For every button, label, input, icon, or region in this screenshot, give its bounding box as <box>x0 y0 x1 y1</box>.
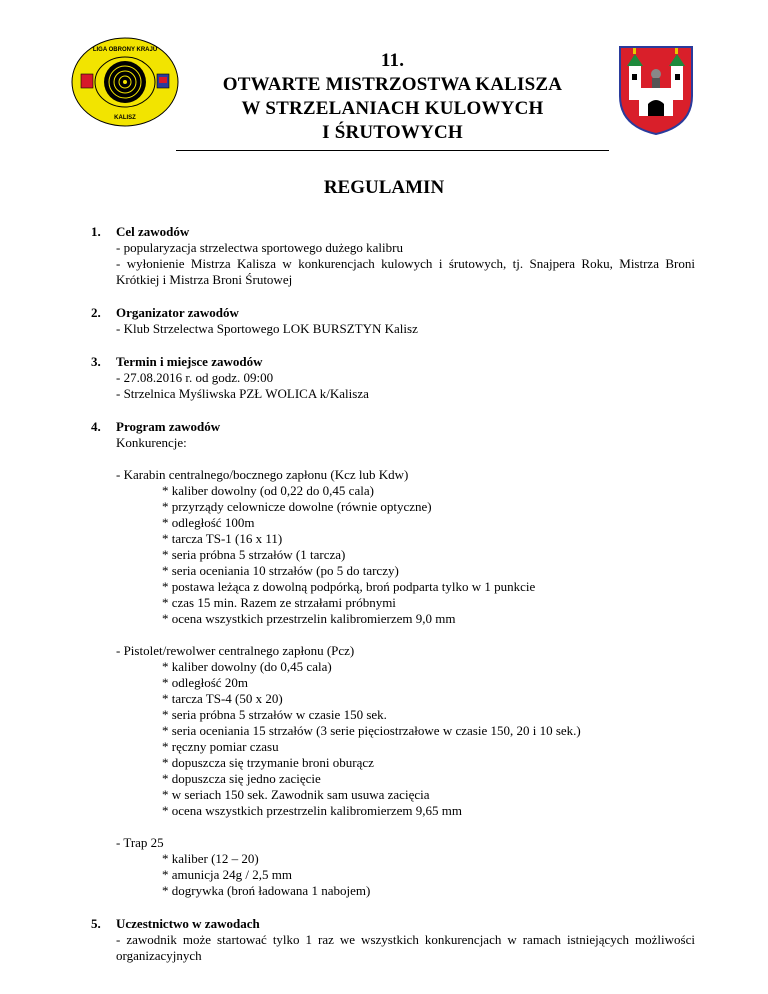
section-number: 3. <box>91 354 101 369</box>
competition-rule: * przyrządy celownicze dowolne (równie optyczne) <box>162 499 432 514</box>
competition-rule: * dogrywka (broń ładowana 1 nabojem) <box>162 883 371 898</box>
section-title: Termin i miejsce zawodów <box>116 354 263 369</box>
section-number: 4. <box>91 419 101 434</box>
competition-name: - Pistolet/rewolwer centralnego zapłonu (Pcz) <box>116 643 355 658</box>
competition-rule: * seria oceniania 15 strzałów (3 serie pięciostrzałowe w czasie 150, 20 i 10 sek.) <box>162 723 581 738</box>
competition-rule: * w seriach 150 sek. Zawodnik sam usuwa zacięcia <box>162 787 430 802</box>
competition-rule: * seria próbna 5 strzałów (1 tarcza) <box>162 547 346 562</box>
competition-rule: * kaliber dowolny (do 0,45 cala) <box>162 659 332 674</box>
header-divider <box>176 150 609 151</box>
section-1 <box>91 224 695 288</box>
competition-rule: * ocena wszystkich przestrzelin kalibromierzem 9,0 mm <box>162 611 456 626</box>
competition-rule: * seria oceniania 10 strzałów (po 5 do tarczy) <box>162 563 399 578</box>
section-line: - Strzelnica Myśliwska PZŁ WOLICA k/Kalisza <box>116 386 369 401</box>
section-number: 1. <box>91 224 101 239</box>
section-line: - 27.08.2016 r. od godz. 09:00 <box>116 370 274 385</box>
section-number: 5. <box>91 916 101 931</box>
svg-text:LIGA OBRONY KRAJU: LIGA OBRONY KRAJU <box>92 47 158 53</box>
header-line-4: I ŚRUTOWYCH <box>322 122 463 143</box>
competition-name: - Karabin centralnego/bocznego zapłonu (Kcz lub Kdw) <box>116 467 409 482</box>
document-title: REGULAMIN <box>323 177 445 198</box>
header-line-3: W STRZELANIACH KULOWYCH <box>241 98 544 119</box>
competition-rule: * tarcza TS-1 (16 x 11) <box>162 531 283 546</box>
header-line-1: 11. <box>380 50 405 71</box>
section-line: - popularyzacja strzelectwa sportowego dużego kalibru <box>116 240 403 255</box>
competition-rule: * tarcza TS-4 (50 x 20) <box>162 691 283 706</box>
section-4 <box>91 419 695 899</box>
section-2 <box>91 305 695 337</box>
competition-rule: * kaliber (12 – 20) <box>162 851 259 866</box>
header-line-2: OTWARTE MISTRZOSTWA KALISZA <box>222 74 563 95</box>
section-title: Uczestnictwo w zawodach <box>116 916 260 931</box>
svg-text:KALISZ: KALISZ <box>114 115 136 121</box>
competition-name: - Trap 25 <box>116 835 164 850</box>
competition-rule: * amunicja 24g / 2,5 mm <box>162 867 292 882</box>
section-5 <box>91 916 695 964</box>
competition-rule: * odległość 20m <box>162 675 248 690</box>
kalisz-coat-of-arms-icon <box>617 44 695 136</box>
document-header <box>176 49 609 145</box>
competition-rule: * ręczny pomiar czasu <box>162 739 279 754</box>
section-line: - wyłonienie Mistrza Kalisza w konkurencjach kulowych i śrutowych, tj. Snajpera Roku, Mistrza Broni Krótkiej i Mistrza Broni Śrutowej <box>116 256 695 287</box>
competition-rule: * kaliber dowolny (od 0,22 do 0,45 cala) <box>162 483 374 498</box>
section-title: Cel zawodów <box>116 224 190 239</box>
competition-rule: * seria próbna 5 strzałów w czasie 150 sek. <box>162 707 387 722</box>
competition-rule: * czas 15 min. Razem ze strzałami próbnymi <box>162 595 396 610</box>
section-intro: Konkurencje: <box>116 435 187 450</box>
club-logo-icon <box>71 37 179 127</box>
competition-rule: * dopuszcza się jedno zacięcie <box>162 771 321 786</box>
competition-rule: * odległość 100m <box>162 515 255 530</box>
section-number: 2. <box>91 305 101 320</box>
document-body <box>91 224 695 981</box>
section-title: Program zawodów <box>116 419 221 434</box>
competition-rule: * postawa leżąca z dowolną podpórką, broń podparta tylko w 1 punkcie <box>162 579 536 594</box>
section-line: - zawodnik może startować tylko 1 raz we wszystkich konkurencjach w ramach istniejących możliwości organizacyjnych <box>116 932 695 963</box>
section-title: Organizator zawodów <box>116 305 239 320</box>
competition-rule: * dopuszcza się trzymanie broni oburącz <box>162 755 374 770</box>
section-3 <box>91 354 695 402</box>
competition-rule: * ocena wszystkich przestrzelin kalibromierzem 9,65 mm <box>162 803 462 818</box>
section-line: - Klub Strzelectwa Sportowego LOK BURSZTYN Kalisz <box>116 321 418 336</box>
